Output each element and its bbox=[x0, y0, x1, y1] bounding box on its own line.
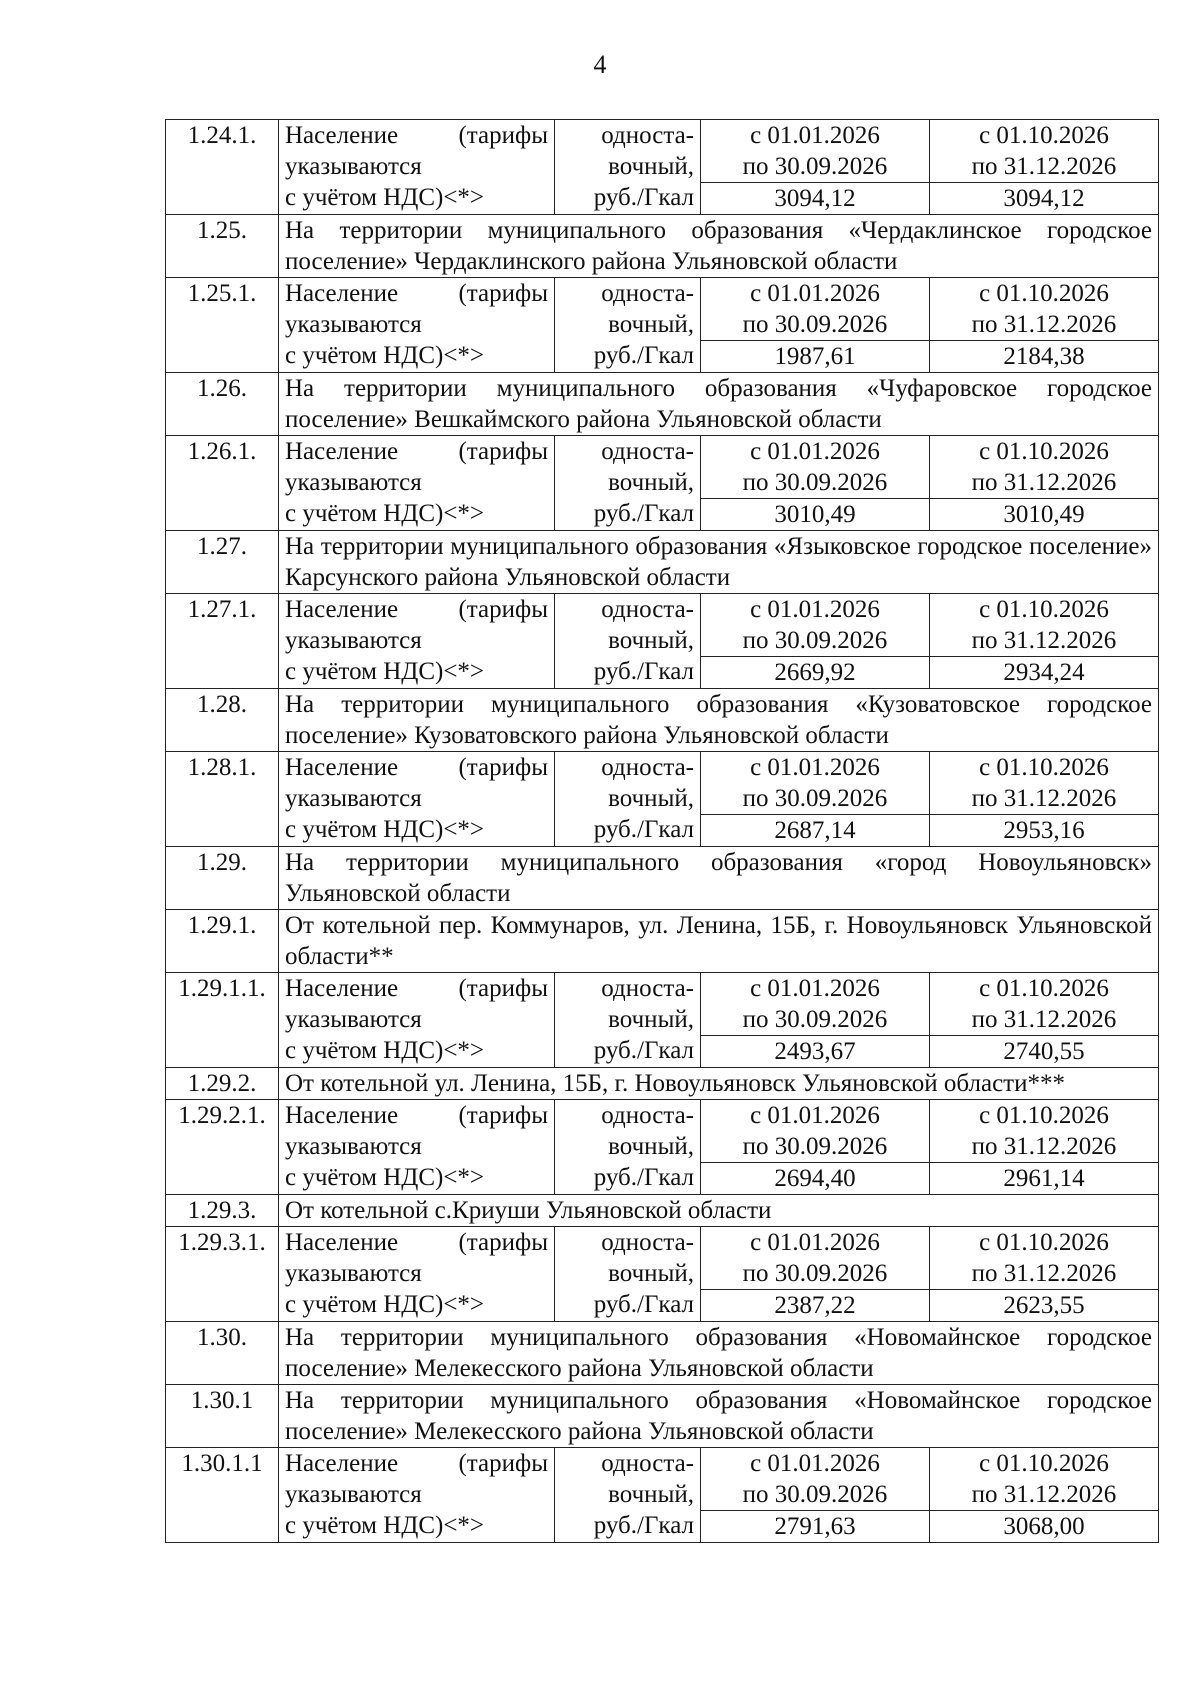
consumer-category-line: Население (тарифы bbox=[285, 122, 548, 149]
consumer-category-line: Население (тарифы bbox=[285, 754, 548, 781]
tariff-row bbox=[166, 1100, 1159, 1163]
period-2 bbox=[930, 120, 1159, 183]
section-row bbox=[166, 1195, 1159, 1227]
consumer-category-line: указываются bbox=[285, 469, 422, 496]
consumer-category-line: с учётом НДС)<*> bbox=[285, 1512, 485, 1539]
period-1-line: по 30.09.2026 bbox=[742, 311, 888, 338]
row-number: 1.30. bbox=[166, 1322, 279, 1385]
unit-line: односта- bbox=[601, 596, 694, 623]
unit-of-measure bbox=[555, 1448, 701, 1543]
consumer-category bbox=[279, 752, 555, 847]
row-number: 1.29. bbox=[166, 847, 279, 910]
unit-line: односта- bbox=[601, 1229, 694, 1256]
unit-line: руб./Гкал bbox=[593, 1037, 694, 1064]
consumer-category-line: с учётом НДС)<*> bbox=[285, 1291, 485, 1318]
period-1 bbox=[701, 120, 930, 183]
row-number: 1.30.1.1 bbox=[166, 1448, 279, 1543]
period-2-line: с 01.10.2026 bbox=[979, 1450, 1109, 1477]
tariff-value-period-1: 3010,49 bbox=[701, 499, 930, 531]
period-2-line: по 31.12.2026 bbox=[971, 1133, 1117, 1160]
tariff-row bbox=[166, 752, 1159, 815]
consumer-category-line: указываются bbox=[285, 1260, 422, 1287]
period-1 bbox=[701, 278, 930, 341]
period-1-line: по 30.09.2026 bbox=[742, 153, 888, 180]
period-2-line: по 31.12.2026 bbox=[971, 1260, 1117, 1287]
section-title: На территории муниципального образования «город Новоульяновск» Ульяновской области bbox=[279, 847, 1159, 910]
consumer-category-line: Население (тарифы bbox=[285, 438, 548, 465]
period-1-line: с 01.01.2026 bbox=[750, 438, 880, 465]
unit-line: вочный, bbox=[608, 311, 694, 338]
unit-line: руб./Гкал bbox=[593, 816, 694, 843]
consumer-category bbox=[279, 1227, 555, 1322]
section-title: От котельной ул. Ленина, 15Б, г. Новоульяновск Ульяновской области*** bbox=[279, 1068, 1159, 1100]
tariff-value-period-2: 2934,24 bbox=[930, 657, 1159, 689]
period-2-line: по 31.12.2026 bbox=[971, 469, 1117, 496]
tariff-value-period-1: 3094,12 bbox=[701, 183, 930, 215]
period-2-line: с 01.10.2026 bbox=[979, 1229, 1109, 1256]
row-number: 1.30.1 bbox=[166, 1385, 279, 1448]
unit-line: руб./Гкал bbox=[593, 342, 694, 369]
unit-line: вочный, bbox=[608, 153, 694, 180]
row-number: 1.29.1.1. bbox=[166, 973, 279, 1068]
unit-of-measure bbox=[555, 752, 701, 847]
consumer-category bbox=[279, 436, 555, 531]
row-number: 1.26. bbox=[166, 373, 279, 436]
row-number: 1.25. bbox=[166, 215, 279, 278]
tariff-table bbox=[165, 119, 1159, 1543]
tariff-row bbox=[166, 120, 1159, 183]
tariff-value-period-2: 2961,14 bbox=[930, 1163, 1159, 1195]
period-2-line: с 01.10.2026 bbox=[979, 1102, 1109, 1129]
section-row bbox=[166, 1322, 1159, 1385]
consumer-category-line: с учётом НДС)<*> bbox=[285, 816, 485, 843]
period-2-line: с 01.10.2026 bbox=[979, 280, 1109, 307]
period-2-line: по 31.12.2026 bbox=[971, 627, 1117, 654]
tariff-value-period-1: 2669,92 bbox=[701, 657, 930, 689]
consumer-category-line: Население (тарифы bbox=[285, 596, 548, 623]
section-row bbox=[166, 1385, 1159, 1448]
tariff-row bbox=[166, 278, 1159, 341]
consumer-category-line: с учётом НДС)<*> bbox=[285, 500, 485, 527]
row-number: 1.25.1. bbox=[166, 278, 279, 373]
tariff-row bbox=[166, 594, 1159, 657]
tariff-value-period-1: 2493,67 bbox=[701, 1036, 930, 1068]
consumer-category-line: с учётом НДС)<*> bbox=[285, 184, 485, 211]
period-2-line: по 31.12.2026 bbox=[971, 785, 1117, 812]
period-2 bbox=[930, 278, 1159, 341]
section-row bbox=[166, 531, 1159, 594]
unit-line: руб./Гкал bbox=[593, 1512, 694, 1539]
section-row bbox=[166, 847, 1159, 910]
tariff-value-period-2: 2740,55 bbox=[930, 1036, 1159, 1068]
unit-of-measure bbox=[555, 1227, 701, 1322]
consumer-category bbox=[279, 973, 555, 1068]
section-title: На территории муниципального образования «Языковское городское поселение» Карсунского района Ульяновской области bbox=[279, 531, 1159, 594]
period-1-line: с 01.01.2026 bbox=[750, 975, 880, 1002]
tariff-value-period-1: 1987,61 bbox=[701, 341, 930, 373]
tariff-value-period-2: 3094,12 bbox=[930, 183, 1159, 215]
unit-line: вочный, bbox=[608, 785, 694, 812]
period-1-line: с 01.01.2026 bbox=[750, 280, 880, 307]
row-number: 1.29.3. bbox=[166, 1195, 279, 1227]
period-2 bbox=[930, 1227, 1159, 1290]
unit-of-measure bbox=[555, 278, 701, 373]
unit-line: вочный, bbox=[608, 1133, 694, 1160]
consumer-category-line: с учётом НДС)<*> bbox=[285, 658, 485, 685]
row-number: 1.26.1. bbox=[166, 436, 279, 531]
section-title: От котельной пер. Коммунаров, ул. Ленина, 15Б, г. Новоульяновск Ульяновской области** bbox=[279, 910, 1159, 973]
unit-line: односта- bbox=[601, 1450, 694, 1477]
unit-of-measure bbox=[555, 436, 701, 531]
period-1 bbox=[701, 436, 930, 499]
consumer-category-line: с учётом НДС)<*> bbox=[285, 1037, 485, 1064]
period-2-line: по 31.12.2026 bbox=[971, 1006, 1117, 1033]
period-2 bbox=[930, 1448, 1159, 1511]
period-2-line: с 01.10.2026 bbox=[979, 975, 1109, 1002]
tariff-row bbox=[166, 1227, 1159, 1290]
consumer-category-line: указываются bbox=[285, 1006, 422, 1033]
unit-of-measure bbox=[555, 1100, 701, 1195]
unit-line: вочный, bbox=[608, 627, 694, 654]
period-1-line: по 30.09.2026 bbox=[742, 1006, 888, 1033]
unit-line: односта- bbox=[601, 754, 694, 781]
section-row bbox=[166, 910, 1159, 973]
consumer-category-line: указываются bbox=[285, 153, 422, 180]
section-title: От котельной с.Криуши Ульяновской области bbox=[279, 1195, 1159, 1227]
period-1-line: по 30.09.2026 bbox=[742, 627, 888, 654]
period-1 bbox=[701, 752, 930, 815]
consumer-category-line: Население (тарифы bbox=[285, 975, 548, 1002]
tariff-value-period-1: 2791,63 bbox=[701, 1511, 930, 1543]
period-2-line: по 31.12.2026 bbox=[971, 153, 1117, 180]
period-1 bbox=[701, 1100, 930, 1163]
unit-line: вочный, bbox=[608, 1006, 694, 1033]
unit-line: односта- bbox=[601, 280, 694, 307]
period-2-line: по 31.12.2026 bbox=[971, 1481, 1117, 1508]
period-1-line: с 01.01.2026 bbox=[750, 1229, 880, 1256]
row-number: 1.27.1. bbox=[166, 594, 279, 689]
period-2 bbox=[930, 594, 1159, 657]
tariff-value-period-2: 2184,38 bbox=[930, 341, 1159, 373]
consumer-category-line: с учётом НДС)<*> bbox=[285, 1164, 485, 1191]
consumer-category-line: с учётом НДС)<*> bbox=[285, 342, 485, 369]
consumer-category-line: Население (тарифы bbox=[285, 1229, 548, 1256]
period-1 bbox=[701, 1448, 930, 1511]
period-2 bbox=[930, 1100, 1159, 1163]
period-2 bbox=[930, 436, 1159, 499]
period-2-line: по 31.12.2026 bbox=[971, 311, 1117, 338]
consumer-category-line: Население (тарифы bbox=[285, 1450, 548, 1477]
section-row bbox=[166, 1068, 1159, 1100]
tariff-value-period-1: 2387,22 bbox=[701, 1290, 930, 1322]
period-1 bbox=[701, 973, 930, 1036]
period-1-line: с 01.01.2026 bbox=[750, 596, 880, 623]
row-number: 1.29.2. bbox=[166, 1068, 279, 1100]
section-row bbox=[166, 689, 1159, 752]
tariff-value-period-1: 2687,14 bbox=[701, 815, 930, 847]
consumer-category bbox=[279, 1448, 555, 1543]
unit-line: вочный, bbox=[608, 469, 694, 496]
tariff-value-period-2: 2623,55 bbox=[930, 1290, 1159, 1322]
period-1-line: по 30.09.2026 bbox=[742, 785, 888, 812]
unit-line: руб./Гкал bbox=[593, 1164, 694, 1191]
unit-line: односта- bbox=[601, 438, 694, 465]
consumer-category bbox=[279, 594, 555, 689]
section-title: На территории муниципального образования «Кузоватовское городское поселение» Кузоватовского района Ульяновской области bbox=[279, 689, 1159, 752]
period-2-line: с 01.10.2026 bbox=[979, 122, 1109, 149]
consumer-category-line: указываются bbox=[285, 1133, 422, 1160]
section-row bbox=[166, 215, 1159, 278]
section-title: На территории муниципального образования «Новомайнское городское поселение» Мелекесского района Ульяновской области bbox=[279, 1322, 1159, 1385]
section-row bbox=[166, 373, 1159, 436]
consumer-category-line: Население (тарифы bbox=[285, 280, 548, 307]
unit-line: односта- bbox=[601, 1102, 694, 1129]
period-1-line: с 01.01.2026 bbox=[750, 1450, 880, 1477]
consumer-category bbox=[279, 278, 555, 373]
unit-line: руб./Гкал bbox=[593, 500, 694, 527]
period-1-line: по 30.09.2026 bbox=[742, 469, 888, 496]
consumer-category-line: указываются bbox=[285, 1481, 422, 1508]
tariff-row bbox=[166, 1448, 1159, 1511]
period-2-line: с 01.10.2026 bbox=[979, 754, 1109, 781]
period-2 bbox=[930, 973, 1159, 1036]
section-title: На территории муниципального образования «Чердаклинское городское поселение» Чердаклинского района Ульяновской области bbox=[279, 215, 1159, 278]
page-number: 4 bbox=[593, 50, 607, 79]
tariff-value-period-1: 2694,40 bbox=[701, 1163, 930, 1195]
period-2-line: с 01.10.2026 bbox=[979, 596, 1109, 623]
period-1-line: по 30.09.2026 bbox=[742, 1133, 888, 1160]
consumer-category-line: указываются bbox=[285, 627, 422, 654]
unit-line: вочный, bbox=[608, 1481, 694, 1508]
unit-line: односта- bbox=[601, 975, 694, 1002]
tariff-row bbox=[166, 436, 1159, 499]
unit-line: руб./Гкал bbox=[593, 1291, 694, 1318]
consumer-category-line: указываются bbox=[285, 785, 422, 812]
period-1-line: с 01.01.2026 bbox=[750, 754, 880, 781]
unit-line: руб./Гкал bbox=[593, 658, 694, 685]
unit-of-measure bbox=[555, 120, 701, 215]
row-number: 1.27. bbox=[166, 531, 279, 594]
tariff-value-period-2: 2953,16 bbox=[930, 815, 1159, 847]
tariff-row bbox=[166, 973, 1159, 1036]
period-1-line: с 01.01.2026 bbox=[750, 122, 880, 149]
tariff-value-period-2: 3068,00 bbox=[930, 1511, 1159, 1543]
unit-of-measure bbox=[555, 973, 701, 1068]
consumer-category bbox=[279, 1100, 555, 1195]
consumer-category bbox=[279, 120, 555, 215]
row-number: 1.29.2.1. bbox=[166, 1100, 279, 1195]
period-2 bbox=[930, 752, 1159, 815]
row-number: 1.28.1. bbox=[166, 752, 279, 847]
period-1-line: с 01.01.2026 bbox=[750, 1102, 880, 1129]
unit-line: вочный, bbox=[608, 1260, 694, 1287]
unit-line: односта- bbox=[601, 122, 694, 149]
row-number: 1.29.3.1. bbox=[166, 1227, 279, 1322]
row-number: 1.24.1. bbox=[166, 120, 279, 215]
row-number: 1.28. bbox=[166, 689, 279, 752]
period-1-line: по 30.09.2026 bbox=[742, 1260, 888, 1287]
consumer-category-line: указываются bbox=[285, 311, 422, 338]
row-number: 1.29.1. bbox=[166, 910, 279, 973]
section-title: На территории муниципального образования «Новомайнское городское поселение» Мелекесского района Ульяновской области bbox=[279, 1385, 1159, 1448]
period-1 bbox=[701, 594, 930, 657]
section-title: На территории муниципального образования «Чуфаровское городское поселение» Вешкаймского района Ульяновской области bbox=[279, 373, 1159, 436]
period-2-line: с 01.10.2026 bbox=[979, 438, 1109, 465]
consumer-category-line: Население (тарифы bbox=[285, 1102, 548, 1129]
unit-of-measure bbox=[555, 594, 701, 689]
period-1-line: по 30.09.2026 bbox=[742, 1481, 888, 1508]
period-1 bbox=[701, 1227, 930, 1290]
tariff-table-body bbox=[166, 120, 1159, 1543]
tariff-value-period-2: 3010,49 bbox=[930, 499, 1159, 531]
unit-line: руб./Гкал bbox=[593, 184, 694, 211]
